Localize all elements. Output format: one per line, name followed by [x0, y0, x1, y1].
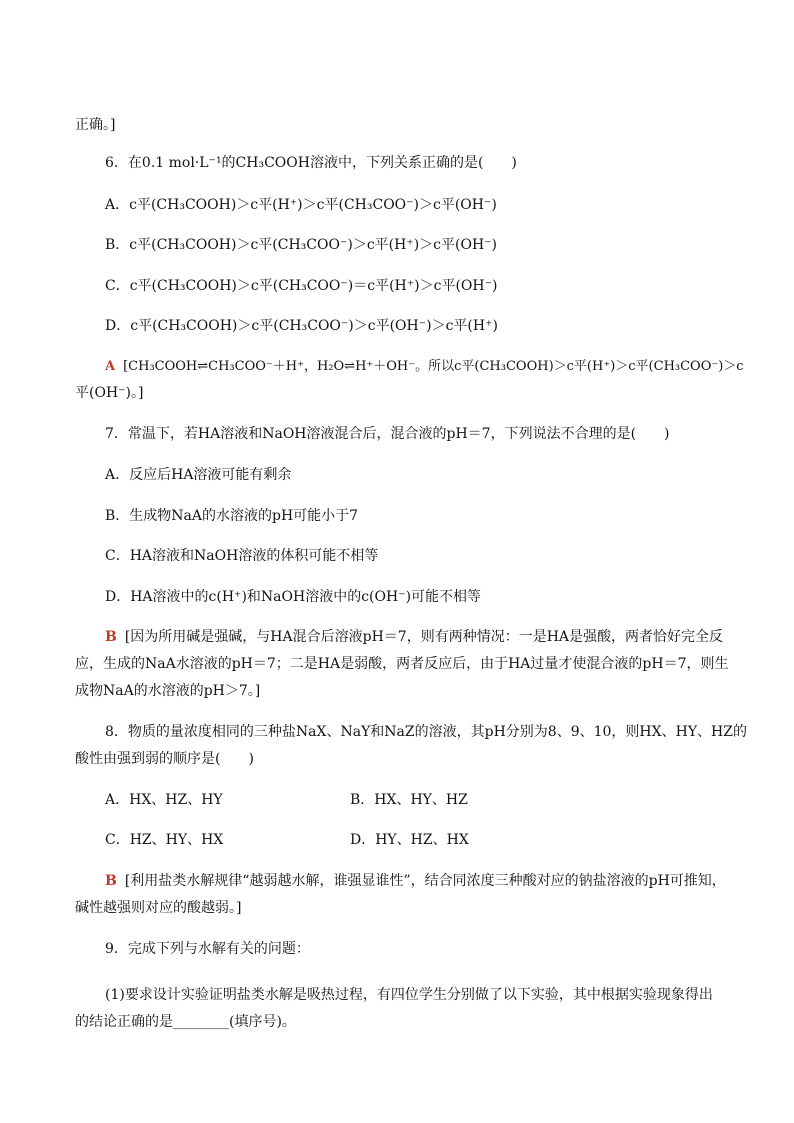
- answer-8: [105, 871, 755, 891]
- answer-7: [105, 627, 755, 647]
- answer-letter: B: [105, 873, 117, 889]
- answer-text: [因为所用碱是强碱，与HA混合后溶液pH＝7，则有两种情况：一是HA是强酸，两者恰好完全反: [124, 629, 724, 645]
- answer-letter: A: [105, 359, 116, 374]
- answer-6-cont: 平(OH⁻)。]: [75, 385, 144, 401]
- answer-text: [CH₃COOH⇌CH₃COO⁻＋H⁺，H₂O⇌H⁺＋OH⁻。所以c平(CH₃COOH)＞c平(H⁺)＞c平(CH₃COO⁻)＞c: [123, 359, 744, 374]
- q8-option-b: B．HX、HY、HZ: [350, 792, 468, 808]
- question-9-part-1-cont: 的结论正确的是________(填序号)。: [75, 1014, 296, 1030]
- question-8: 8．物质的量浓度相同的三种盐NaX、NaY和NaZ的溶液，其pH分别为8、9、10，则HX、HY、HZ的: [105, 724, 747, 740]
- q6-option-c: C．c平(CH₃COOH)＞c平(CH₃COO⁻)＝c平(H⁺)＞c平(OH⁻): [105, 278, 498, 294]
- answer-6: [105, 357, 755, 377]
- text-line: 正确。]: [75, 117, 116, 133]
- question-7: 7．常温下，若HA溶液和NaOH溶液混合后，混合液的pH＝7，下列说法不合理的是( ): [105, 426, 670, 442]
- q6-option-b: B．c平(CH₃COOH)＞c平(CH₃COO⁻)＞c平(H⁺)＞c平(OH⁻): [105, 237, 498, 253]
- answer-8-cont: 碱性越强则对应的酸越弱。]: [75, 900, 242, 916]
- answer-text: [利用盐类水解规律“越弱越水解，谁强显谁性”，结合同浓度三种酸对应的钠盐溶液的pH可推知，: [124, 873, 726, 889]
- q6-option-d: D．c平(CH₃COOH)＞c平(CH₃COO⁻)＞c平(OH⁻)＞c平(H⁺): [105, 318, 498, 334]
- q7-option-b: B．生成物NaA的水溶液的pH可能小于7: [105, 508, 359, 524]
- q7-option-a: A．反应后HA溶液可能有剩余: [105, 467, 292, 483]
- question-9-part-1: (1)要求设计实验证明盐类水解是吸热过程，有四位学生分别做了以下实验，其中根据实验现象得出: [105, 987, 713, 1003]
- q7-option-c: C．HA溶液和NaOH溶液的体积可能不相等: [105, 548, 379, 564]
- q7-option-d: D．HA溶液中的c(H⁺)和NaOH溶液中的c(OH⁻)可能不相等: [105, 589, 482, 605]
- question-6: 6．在0.1 mol·L⁻¹的CH₃COOH溶液中，下列关系正确的是( ): [105, 155, 517, 171]
- q8-option-a: A．HX、HZ、HY: [105, 792, 223, 808]
- q8-option-d: D．HY、HZ、HX: [350, 832, 469, 848]
- question-8-cont: 酸性由强到弱的顺序是( ): [75, 751, 254, 767]
- answer-7-cont: 成物NaA的水溶液的pH＞7。]: [75, 683, 261, 699]
- q6-option-a: A．c平(CH₃COOH)＞c平(H⁺)＞c平(CH₃COO⁻)＞c平(OH⁻): [105, 197, 497, 213]
- answer-letter: B: [105, 629, 117, 645]
- question-9: 9．完成下列与水解有关的问题：: [105, 941, 310, 957]
- answer-7-cont: 应，生成的NaA水溶液的pH＝7；二是HA是弱酸，两者反应后，由于HA过量才使混合液的pH＝7，则生: [75, 656, 729, 672]
- q8-option-c: C．HZ、HY、HX: [105, 832, 224, 848]
